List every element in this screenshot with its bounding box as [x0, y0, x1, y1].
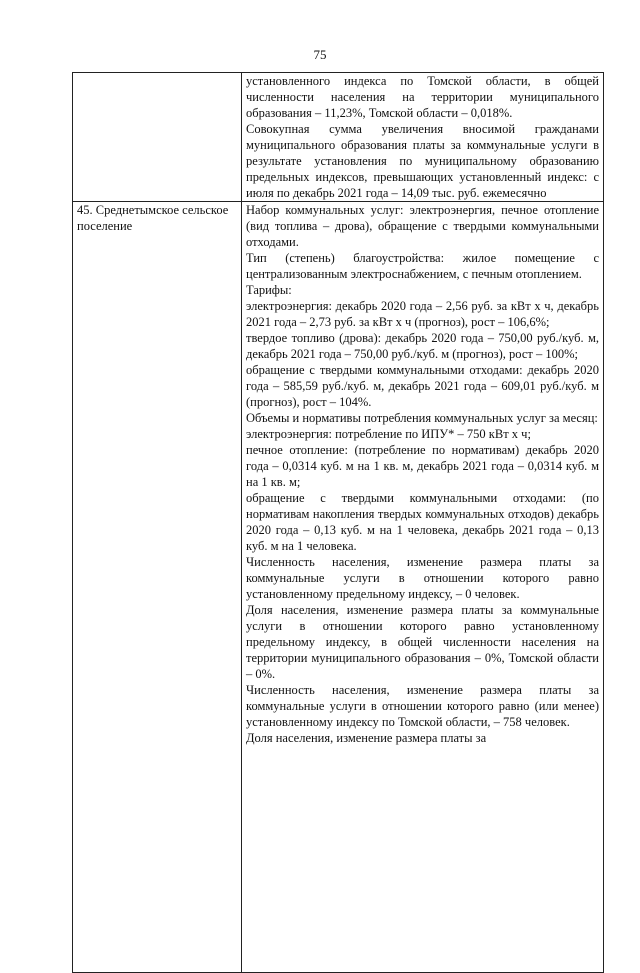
paragraph: электроэнергия: декабрь 2020 года – 2,56 руб. за кВт х ч, декабрь 2021 года – 2,73 руб. за кВт х ч (прогноз), рост – 106,6%;	[246, 299, 599, 329]
description-cell	[242, 202, 604, 973]
paragraph: Численность населения, изменение размера платы за коммунальные услуги в отношении которого равно (или менее) установленному индексу по Томской области, – 758 человек.	[246, 683, 599, 729]
settlement-cell: 45. Среднетымское сельское поселение	[73, 202, 242, 973]
paragraph: Тип (степень) благоустройства: жилое помещение с централизованным электроснабжением, с печным отоплением.	[246, 251, 599, 281]
table-row	[73, 73, 604, 202]
settlements-table	[72, 72, 604, 973]
settlement-cell	[73, 73, 242, 202]
paragraph: электроэнергия: потребление по ИПУ* – 750 кВт х ч;	[246, 427, 531, 441]
paragraph: Совокупная сумма увеличения вносимой гражданами муниципального образования платы за коммунальные услуги в результате установления по муниципальному образованию предельных индексов, превышающих установленный индекс: с июля по декабрь 2021 года – 14,09 тыс. руб. ежемесячно	[246, 122, 599, 200]
paragraph: твердое топливо (дрова): декабрь 2020 года – 750,00 руб./куб. м, декабрь 2021 года – 750,00 руб./куб. м (прогноз), рост – 100%;	[246, 331, 599, 361]
paragraph: обращение с твердыми коммунальными отходами: (по нормативам накопления твердых коммунальных отходов) декабрь 2020 года – 0,13 куб. м на 1 человека, декабрь 2021 года – 0,13 куб. м на 1 человека.	[246, 491, 599, 553]
page-number: 75	[313, 47, 327, 62]
paragraph: Доля населения, изменение размера платы за коммунальные услуги в отношении которого равно установленному предельному индексу, в общей численности населения на территории муниципального образования – 0%, Томской области – 0%.	[246, 603, 599, 681]
description-cell	[242, 73, 604, 202]
paragraph: Набор коммунальных услуг: электроэнергия, печное отопление (вид топлива – дрова), обращение с твердыми коммунальными отходами.	[246, 203, 599, 249]
paragraph: Доля населения, изменение размера платы за	[246, 731, 487, 745]
paragraph: Объемы и нормативы потребления коммунальных услуг за месяц:	[246, 411, 598, 425]
paragraph: обращение с твердыми коммунальными отходами: декабрь 2020 года – 585,59 руб./куб. м, декабрь 2021 года – 609,01 руб./куб. м (прогноз), рост – 104%.	[246, 363, 599, 409]
paragraph: Тарифы:	[246, 283, 292, 297]
paragraph: печное отопление: (потребление по нормативам) декабрь 2020 года – 0,0314 куб. м на 1 кв. м, декабрь 2021 года – 0,0314 куб. м на 1 кв. м;	[246, 443, 599, 489]
paragraph: установленного индекса по Томской области, в общей численности населения на территории муниципального образования – 11,23%, Томской области – 0,018%.	[246, 74, 599, 120]
table-row	[73, 202, 604, 973]
paragraph: Численность населения, изменение размера платы за коммунальные услуги в отношении которого равно установленному предельному индексу, – 0 человек.	[246, 555, 599, 601]
